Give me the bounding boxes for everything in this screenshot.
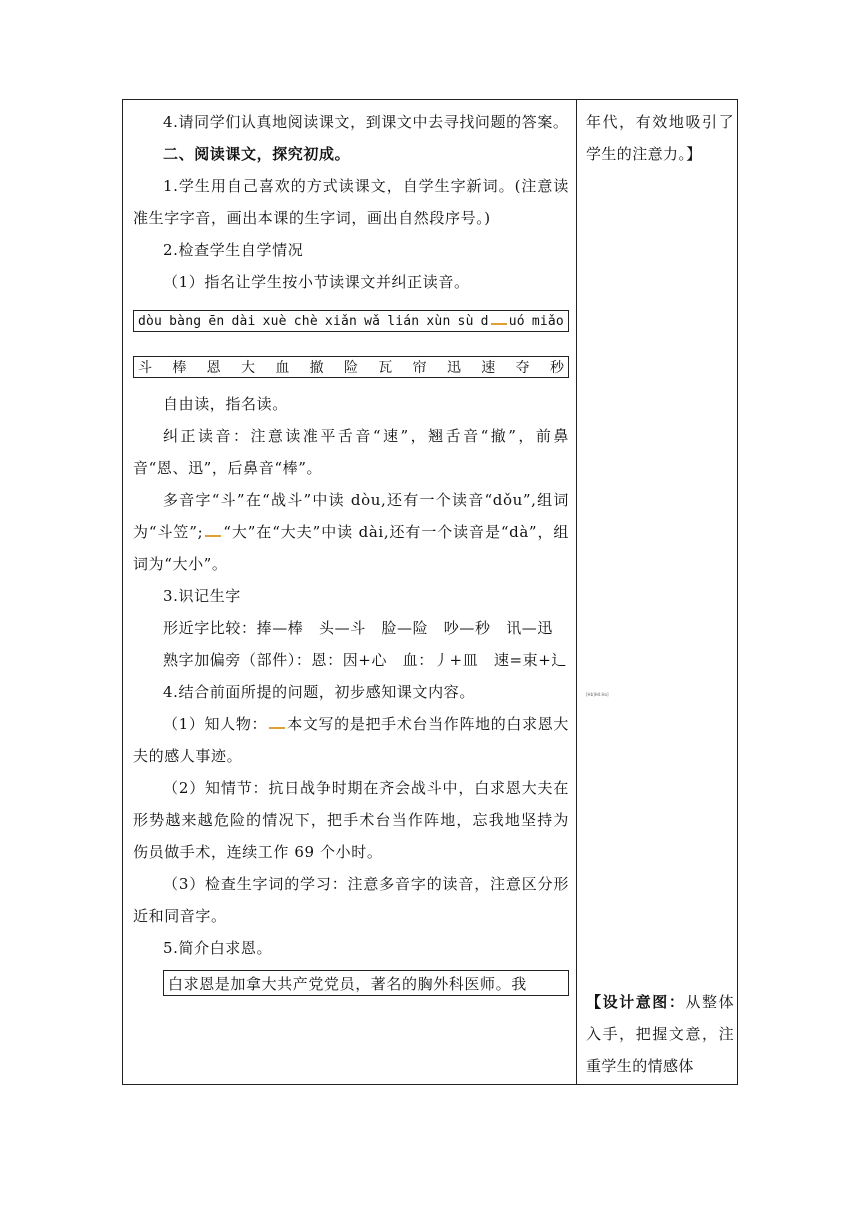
paragraph-check: 2.检查学生自学情况 [163,241,304,259]
paragraph-memorize: 3.识记生字 [163,587,241,605]
pinyin-item: xuè [262,314,287,329]
character-item: 帘 [412,360,427,376]
paragraph-free-reading: 自由读，指名读。 [163,395,288,413]
pinyin-item: sù [457,314,474,329]
paragraph-vocab-check: （3）检查生字词的学习：注意多音字的读音，注意区分形近和同音字。 [133,875,569,925]
paragraph-radicals: 熟字加偏旁（部件）：恩：因+心 血：丿+皿 速=束+辶 [163,651,567,669]
pinyin-item: dòu [138,314,163,329]
character-item: 撤 [309,360,324,376]
pinyin-item: ēn [208,314,225,329]
paragraph-self-study: 1.学生用自己喜欢的方式读课文，自学生字新词。(注意读准生字字音，画出本课的生字词，画出自然段序号。) [133,177,569,227]
paragraph-plot: （2）知情节：抗日战争时期在齐会战斗中，白求恩大夫在形势越来越危险的情况下，把手术台当作阵地，忘我地坚持为伤员做手术，连续工作 69 个小时。 [133,779,569,861]
paragraph-read-text: 4.请同学们认真地阅读课文，到课文中去寻找问题的答案。 [163,113,569,131]
pinyin-item: lián [387,314,420,329]
character-item: 速 [481,360,496,376]
highlight-mark [205,525,221,537]
design-intent-label: 【设计意图： [586,993,686,1011]
paragraph-intro: 5.简介白求恩。 [163,939,273,957]
character-item: 斗 [138,360,152,376]
paragraph-pronunciation: 纠正读音：注意读准平舌音“速”，翘舌音“撤”，前鼻音“恩、迅”，后鼻音“棒”。 [133,427,569,477]
pinyin-item: miǎo [531,314,564,329]
character-item: 瓦 [378,360,393,376]
pinyin-item: bàng [169,314,202,329]
design-intent [586,986,734,1082]
tiny-mark: [Hb]H4.Ha] [586,692,609,697]
pinyin-box [133,310,569,332]
paragraph-polyphone: 多音字“斗”在“战斗”中读 dòu,还有一个读音“dǒu”,组词为“斗笠”; “大”在“大夫”中读 dài,还有一个读音是“dà”，组词为“大小”。 [133,491,569,573]
character-item: 大 [240,360,255,376]
highlight-mark [491,313,507,325]
paragraph-content: 4.结合前面所提的问题，初步感知课文内容。 [163,683,475,701]
paragraph-characters: （1）知人物： 本文写的是把手术台当作阵地的白求恩大夫的感人事迹。 [133,715,569,765]
characters-box [133,356,569,378]
side-note-top: 年代，有效地吸引了学生的注意力。】 [586,113,734,163]
design-intent-text: 从整体入手，把握文意，注重学生的情感体 [586,993,735,1075]
paragraph-similar-chars: 形近字比较：捧—棒 头—斗 脸—险 吵—秒 讯—迅 [163,619,554,637]
pinyin-item: xiǎn [324,314,358,329]
character-item: 血 [275,360,290,376]
character-item: 迅 [446,360,461,376]
pinyin-item-split: d uó [480,314,525,329]
paragraph-read-aloud: （1）指名让学生按小节读课文并纠正读音。 [163,273,470,291]
character-item: 棒 [172,360,187,376]
lesson-plan-table [122,99,738,1085]
pinyin-item: xùn [426,314,451,329]
character-item: 夺 [515,360,530,376]
column-divider [576,100,577,1084]
section-heading-2: 二、阅读课文，探究初成。 [163,145,351,163]
character-item: 险 [343,360,358,376]
main-column [133,106,569,996]
highlight-mark [269,717,285,729]
pinyin-item: chè [293,314,318,329]
character-item: 秒 [549,360,564,376]
side-column [586,106,734,1082]
character-item: 恩 [206,360,221,376]
pinyin-item: wǎ [364,314,381,329]
pinyin-item: dài [231,314,256,329]
bethune-intro-box: 白求恩是加拿大共产党党员，著名的胸外科医师。我 [163,970,569,996]
